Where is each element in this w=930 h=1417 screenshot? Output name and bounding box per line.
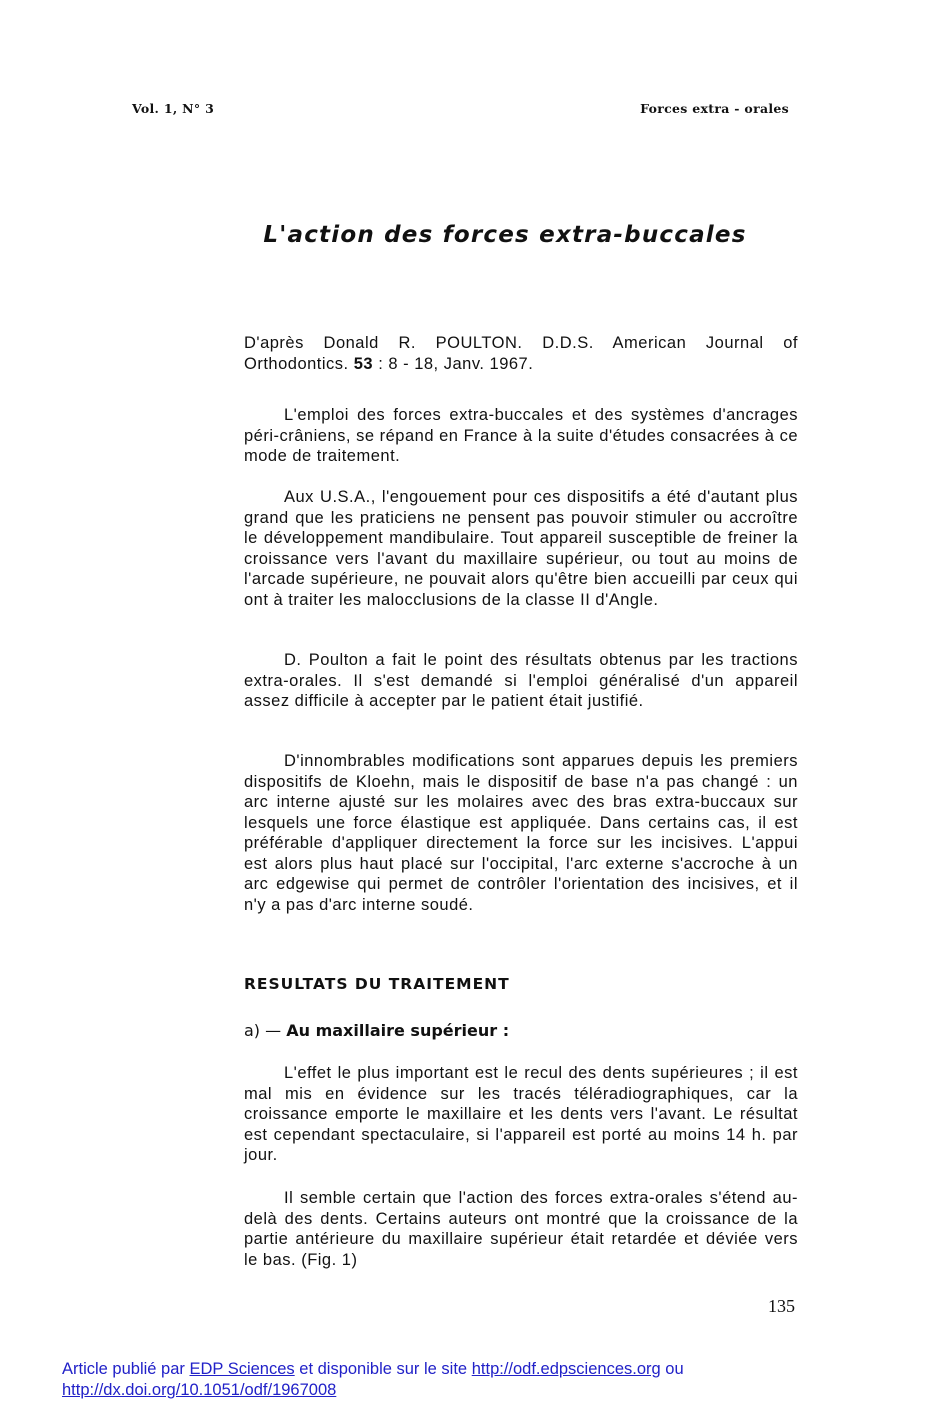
- paragraph-text: Aux U.S.A., l'engouement pour ces dispositifs a été d'autant plus grand que les praticiens ne pensent pas pouvoir stimuler ou accroître le développement mandibulaire. Tout appareil susceptible de freiner la croissance vers l'avant du maxillaire supérieur, ou tout au moins de l'arcade supérieure, ne pouvait alors qu'être bien accueilli par ceux qui ont à traiter les malocclusions de la classe II d'Angle.: [244, 488, 798, 609]
- paragraph: [244, 487, 798, 610]
- paragraph: [244, 405, 798, 467]
- footer-text: Article publié par: [62, 1360, 185, 1378]
- paragraph-text: D'innombrables modifications sont apparues depuis les premiers dispositifs de Kloehn, mais le dispositif de base n'a pas changé : un arc interne ajusté sur les molaires avec des bras extra-buccaux sur lesquels une force élastique est appliquée. Dans certains cas, il est préférable d'appliquer directement la force sur les incisives. L'appui est alors plus haut placé sur l'occipital, l'arc externe s'accroche à un arc edgewise qui permet de contrôler l'orientation des incisives, et il n'y a pas d'arc interne soudé.: [244, 752, 798, 914]
- section-heading: RESULTATS DU TRAITEMENT: [244, 975, 510, 993]
- subsection-label: Au maxillaire supérieur :: [286, 1021, 510, 1040]
- publisher-link[interactable]: EDP Sciences: [189, 1360, 295, 1378]
- reference-volume: 53: [353, 354, 374, 373]
- page-number: 135: [768, 1296, 795, 1316]
- subsection-marker: a) —: [244, 1021, 282, 1040]
- paragraph-text: Il semble certain que l'action des forces extra-orales s'étend au-delà des dents. Certains auteurs ont montré que la croissance de la partie antérieure du maxillaire supérieur était retardée et déviée vers le bas. (Fig. 1): [244, 1189, 798, 1269]
- reference-prefix: D'après Donald R. POULTON. D.D.S. American Journal of Orthodontics.: [244, 334, 798, 373]
- source-reference: [244, 333, 798, 374]
- site-link[interactable]: http://odf.edpsciences.org: [471, 1360, 661, 1378]
- running-header-topic: Forces extra - orales: [640, 101, 789, 116]
- footer-text: et disponible sur le site: [299, 1360, 468, 1378]
- subsection-heading: [244, 1021, 509, 1040]
- paragraph: [244, 650, 798, 712]
- doi-link[interactable]: http://dx.doi.org/10.1051/odf/1967008: [62, 1381, 337, 1399]
- paragraph-text: D. Poulton a fait le point des résultats obtenus par les tractions extra-orales. Il s'est demandé si l'emploi généralisé d'un appareil assez difficile à accepter par le patient était justifié.: [244, 651, 798, 710]
- footer-text: ou: [665, 1360, 684, 1378]
- paragraph: [244, 1063, 798, 1166]
- paragraph: [244, 1188, 798, 1270]
- paragraph: [244, 751, 798, 915]
- reference-suffix: : 8 - 18, Janv. 1967.: [378, 354, 534, 373]
- paragraph-text: L'emploi des forces extra-buccales et des systèmes d'ancrages péri-crâniens, se répand en France à la suite d'études consacrées à ce mode de traitement.: [244, 406, 798, 465]
- publisher-footer: [62, 1359, 684, 1401]
- running-header-volume: Vol. 1, N° 3: [132, 101, 215, 116]
- paragraph-text: L'effet le plus important est le recul des dents supérieures ; il est mal mis en évidence sur les tracés téléradiographiques, car la croissance emporte le maxillaire et les dents vers l'avant. Le résultat est cependant spectaculaire, si l'appareil est porté au moins 14 h. par jour.: [244, 1064, 798, 1164]
- article-title: L'action des forces extra-buccales: [263, 222, 747, 248]
